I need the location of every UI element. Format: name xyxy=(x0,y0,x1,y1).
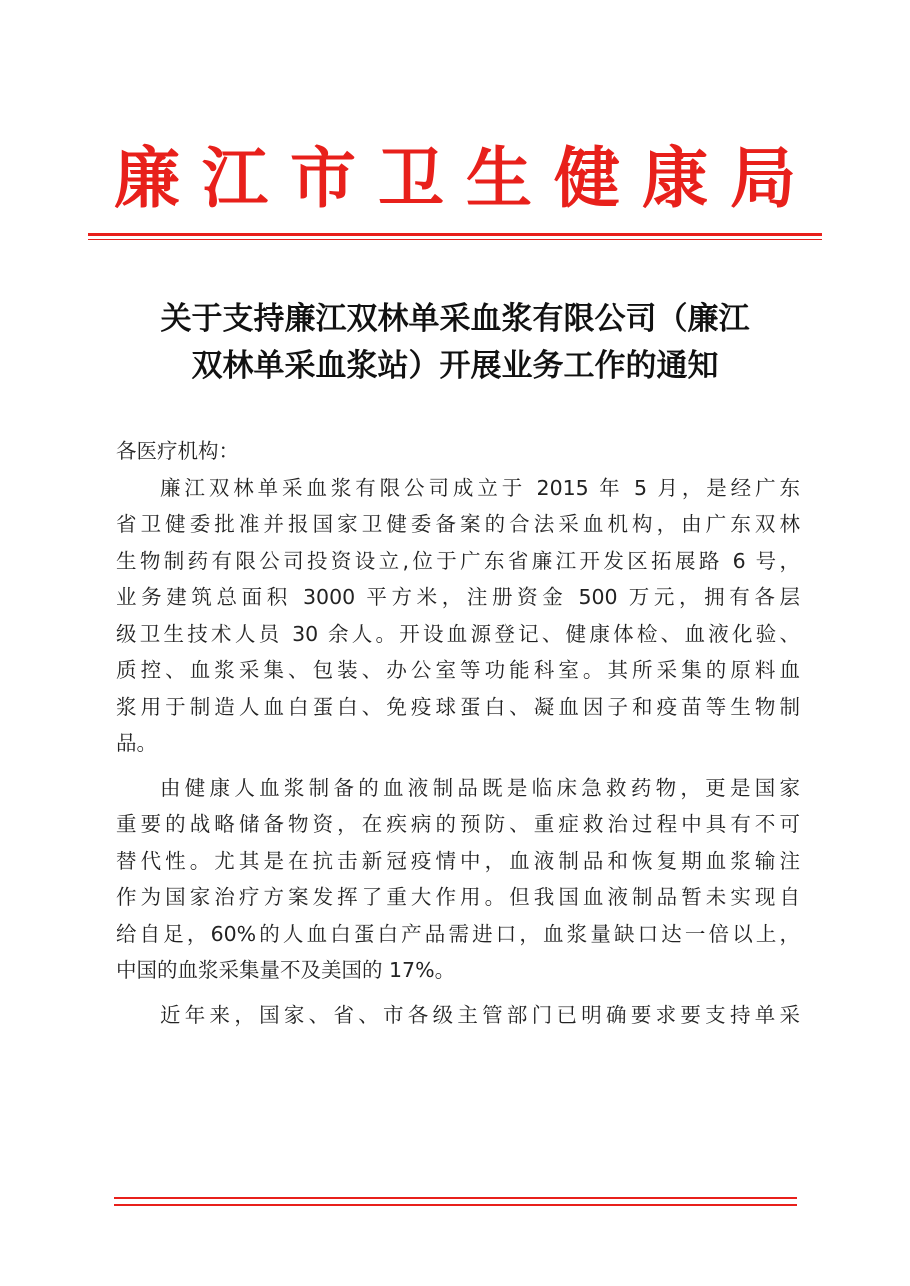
paragraph-line: 廉江双林单采血浆有限公司成立于 2015 年 5 月，是经广东 xyxy=(160,475,800,500)
salutation: 各医疗机构： xyxy=(116,439,239,463)
paragraph-line: 重要的战略储备物资，在疾病的预防、重症救治过程中具有不可 xyxy=(116,812,800,836)
paragraph-line: 级卫生技术人员 30 余人。开设血源登记、健康体检、血液化验、 xyxy=(116,621,800,646)
paragraph-line: 浆用于制造人血白蛋白、免疫球蛋白、凝血因子和疫苗等生物制 xyxy=(116,694,800,719)
paragraph-line: 业务建筑总面积 3000 平方米，注册资金 500 万元，拥有各层 xyxy=(116,585,800,609)
paragraph-line: 由健康人血浆制备的血液制品既是临床急救药物，更是国家 xyxy=(160,775,800,800)
paragraph-1 xyxy=(116,470,800,762)
paragraph-3 xyxy=(116,997,800,1034)
paragraph-line: 生物制药有限公司投资设立,位于广东省廉江开发区拓展路 6 号， xyxy=(116,548,800,573)
footer-divider-thick xyxy=(114,1197,797,1199)
paragraph-line: 给自足，60%的人血白蛋白产品需进口，血浆量缺口达一倍以上， xyxy=(116,921,800,946)
document-body xyxy=(116,433,800,1041)
paragraph-line: 省卫健委批准并报国家卫健委备案的合法采血机构，由广东双林 xyxy=(116,512,800,536)
paragraph-line: 替代性。尤其是在抗击新冠疫情中，血液制品和恢复期血浆输注 xyxy=(116,848,800,873)
letterhead-title: 廉江市卫生健康局 xyxy=(114,139,818,217)
letterhead-divider-thick xyxy=(88,233,822,236)
paragraph-line: 品。 xyxy=(116,731,157,755)
paragraph-line: 中国的血浆采集量不及美国的 17%。 xyxy=(116,958,456,982)
document-title-line-2: 双林单采血浆站）开展业务工作的通知 xyxy=(191,348,719,384)
letterhead-divider-thin xyxy=(88,239,822,240)
footer-divider-thin xyxy=(114,1204,797,1206)
document-title xyxy=(110,296,800,390)
paragraph-line: 作为国家治疗方案发挥了重大作用。但我国血液制品暂未实现自 xyxy=(116,885,800,909)
paragraph-2 xyxy=(116,770,800,989)
document-title-line-1: 关于支持廉江双林单采血浆有限公司（廉江 xyxy=(160,301,750,337)
paragraph-line: 近年来，国家、省、市各级主管部门已明确要求要支持单采 xyxy=(160,1002,800,1027)
paragraph-line: 质控、血浆采集、包装、办公室等功能科室。其所采集的原料血 xyxy=(116,658,800,682)
